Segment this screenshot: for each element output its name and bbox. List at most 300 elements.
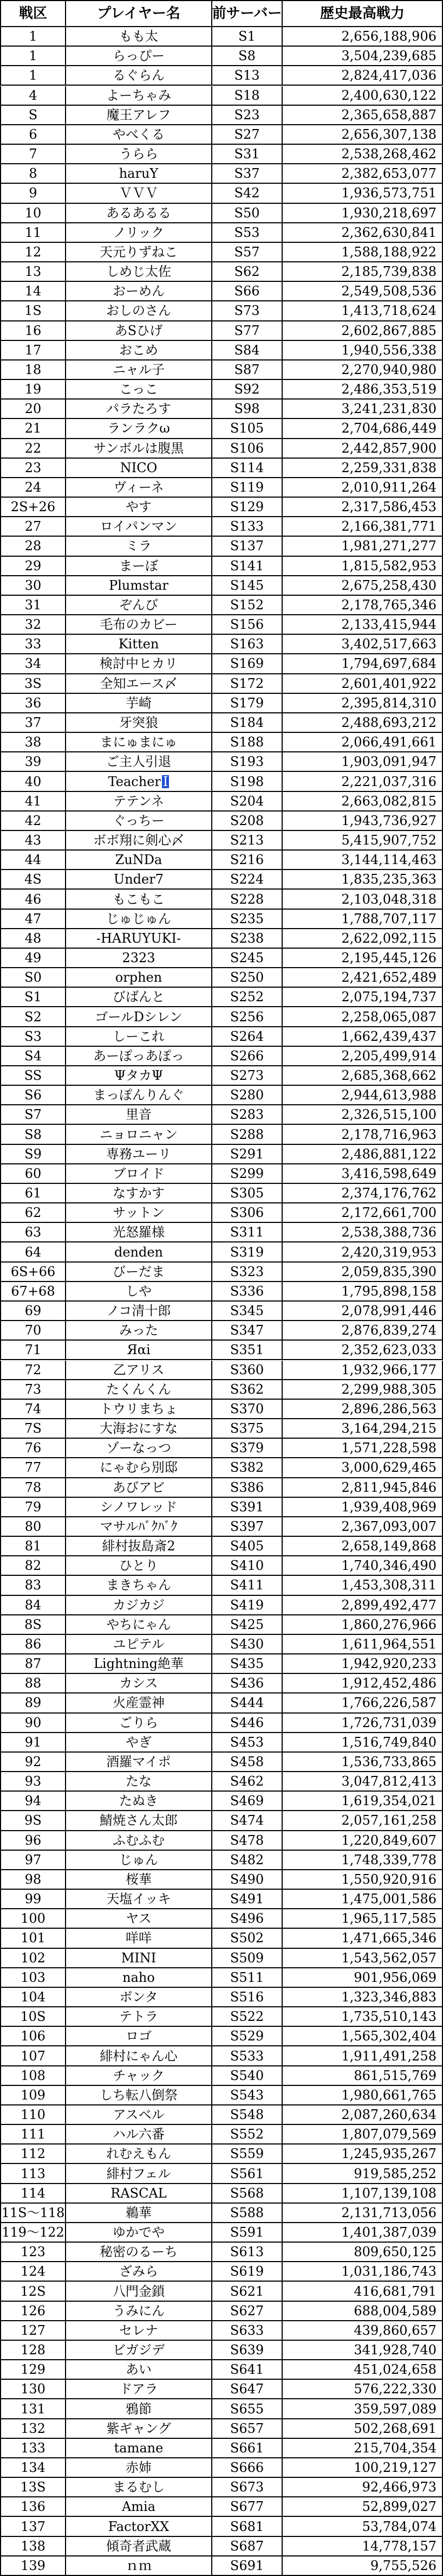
- division-cell: [0, 1870, 66, 1889]
- max-power-cell: [283, 2556, 443, 2575]
- division-cell: [0, 1635, 66, 1653]
- max-power-cell-text: 2,538,388,736: [341, 1225, 437, 1240]
- server-cell-text: S478: [230, 1832, 264, 1848]
- player-name-cell: [66, 1302, 212, 1320]
- server-cell-text: S137: [230, 538, 264, 554]
- max-power-cell-text: 901,956,069: [354, 1969, 437, 1985]
- player-name-cell: [66, 596, 212, 614]
- division-cell-text: 97: [24, 1852, 42, 1867]
- division-cell: [0, 2164, 66, 2182]
- server-cell-text: S382: [230, 1460, 264, 1476]
- max-power-cell-text: 9,755,526: [370, 2558, 437, 2573]
- player-name-cell-text: ゾーなっつ: [106, 1440, 171, 1456]
- player-name-cell: [66, 243, 212, 261]
- player-name-cell: [66, 1556, 212, 1575]
- server-cell-text: S188: [230, 735, 264, 750]
- division-cell-text: 74: [24, 1401, 42, 1416]
- max-power-cell-text: 1,748,339,778: [341, 1852, 437, 1867]
- max-power-cell: [283, 1635, 443, 1653]
- max-power-cell: [283, 1654, 443, 1673]
- table-row: [0, 1615, 443, 1635]
- division-cell: [0, 2125, 66, 2143]
- division-cell: [0, 301, 66, 320]
- max-power-cell-text: 2,896,286,563: [341, 1401, 437, 1416]
- division-cell-text: 104: [21, 1989, 45, 2005]
- max-power-cell-text: 1,932,966,177: [341, 1362, 437, 1377]
- header-division: 戦区: [0, 1, 66, 26]
- player-name-cell: [66, 86, 212, 105]
- max-power-cell-text: 1,943,736,927: [341, 813, 437, 828]
- division-cell-text: 11S～118: [1, 2205, 65, 2220]
- server-cell: [212, 1361, 283, 1379]
- division-cell: [0, 733, 66, 751]
- division-cell-text: 106: [21, 2028, 45, 2044]
- player-name-cell: [66, 812, 212, 830]
- division-cell-text: 9: [29, 185, 37, 201]
- player-name-cell-text: 全知エース〆: [100, 675, 178, 691]
- max-power-cell: [283, 2223, 443, 2242]
- server-cell-text: S496: [230, 1911, 264, 1927]
- division-cell-text: 83: [24, 1577, 42, 1593]
- server-cell: [212, 1478, 283, 1497]
- server-cell: [212, 2537, 283, 2555]
- division-cell: [0, 517, 66, 536]
- max-power-cell-text: 576,222,330: [354, 2381, 437, 2397]
- server-cell-text: S435: [230, 1656, 264, 1672]
- table-row: [0, 1242, 443, 1262]
- server-cell-text: S145: [230, 577, 264, 593]
- division-cell: [0, 66, 66, 85]
- table-row: [0, 1693, 443, 1713]
- division-cell: [0, 478, 66, 497]
- table-row: [0, 360, 443, 380]
- division-cell-text: 10: [24, 205, 42, 221]
- player-name-cell: [66, 615, 212, 634]
- division-cell: [0, 1321, 66, 1339]
- server-cell-text: S529: [230, 2028, 264, 2044]
- division-cell-text: 60: [24, 1165, 42, 1181]
- max-power-cell: [283, 2144, 443, 2163]
- max-power-cell: [283, 576, 443, 595]
- player-name-cell-text: denden: [114, 1244, 164, 1260]
- max-power-cell-text: 2,395,814,310: [341, 695, 437, 711]
- player-name-cell: [66, 1439, 212, 1457]
- server-cell: [212, 1282, 283, 1300]
- max-power-cell: [283, 2302, 443, 2320]
- player-name-cell-text: MINI: [121, 1950, 157, 1966]
- server-cell: [212, 204, 283, 222]
- division-cell-text: 9S: [24, 1813, 42, 1828]
- max-power-cell-text: 2,382,653,077: [341, 166, 437, 182]
- table-row: [0, 1635, 443, 1654]
- division-cell: [0, 1458, 66, 1477]
- max-power-cell: [283, 812, 443, 830]
- max-power-cell-text: 1,245,935,267: [341, 2146, 437, 2162]
- table-row: [0, 1831, 443, 1851]
- max-power-cell-text: 1,571,228,598: [341, 1440, 437, 1456]
- division-cell: [0, 1596, 66, 1614]
- player-name-cell: [66, 125, 212, 144]
- player-name-cell: [66, 1635, 212, 1653]
- max-power-cell-text: 2,622,092,115: [341, 930, 437, 946]
- player-name-cell-text: テトラ: [119, 2009, 158, 2025]
- division-cell: [0, 439, 66, 458]
- max-power-cell-text: 809,650,125: [354, 2244, 437, 2260]
- table-row: [0, 47, 443, 66]
- division-cell: [0, 2556, 66, 2575]
- player-name-cell: [66, 1674, 212, 1692]
- division-cell-text: 34: [24, 656, 42, 672]
- server-cell-text: S106: [230, 440, 264, 456]
- server-cell: [212, 1223, 283, 1241]
- player-name-cell-text: 酒羅マイポ: [106, 1754, 171, 1769]
- player-name-cell: [66, 1498, 212, 1516]
- player-name-cell: [66, 1027, 212, 1046]
- max-power-cell-text: 1,911,491,258: [341, 2048, 437, 2064]
- player-name-cell-text: シノワレッド: [100, 1499, 178, 1515]
- player-name-cell-text: 鵜華: [126, 2205, 152, 2220]
- player-name-cell: [66, 1478, 212, 1497]
- table-row: [0, 184, 443, 203]
- table-row: [0, 2144, 443, 2164]
- player-name-cell: [66, 223, 212, 242]
- max-power-cell-text: 2,675,258,430: [341, 577, 437, 593]
- max-power-cell: [283, 419, 443, 437]
- server-cell-text: S264: [230, 1028, 264, 1044]
- server-cell-text: S410: [230, 1558, 264, 1574]
- division-cell: [0, 2027, 66, 2045]
- max-power-cell-text: 2,178,716,963: [341, 1126, 437, 1142]
- division-cell-text: 76: [24, 1440, 42, 1456]
- table-row: [0, 1341, 443, 1360]
- division-cell: [0, 2537, 66, 2555]
- player-name-cell-text: 里音: [126, 1107, 152, 1123]
- player-name-cell: [66, 2066, 212, 2085]
- server-cell: [212, 694, 283, 712]
- server-cell-text: S351: [230, 1342, 264, 1358]
- server-cell-text: S621: [230, 2283, 264, 2299]
- table-row: [0, 792, 443, 812]
- max-power-cell-text: 2,367,093,007: [341, 1518, 437, 1534]
- table-row: [0, 929, 443, 949]
- server-cell-text: S1: [238, 29, 256, 44]
- max-power-cell-text: 341,928,740: [354, 2342, 437, 2358]
- division-cell: [0, 1792, 66, 1810]
- division-cell-text: 69: [24, 1303, 42, 1319]
- division-cell: [0, 204, 66, 222]
- table-row: [0, 2086, 443, 2105]
- player-name-cell: [66, 2439, 212, 2457]
- server-cell: [212, 1263, 283, 1281]
- table-row: [0, 243, 443, 262]
- division-cell: [0, 870, 66, 888]
- max-power-cell: [283, 223, 443, 242]
- max-power-cell: [283, 1949, 443, 1967]
- table-row: [0, 164, 443, 184]
- server-cell-text: S386: [230, 1479, 264, 1495]
- max-power-cell-text: 2,704,686,449: [341, 421, 437, 436]
- server-cell: [212, 439, 283, 458]
- max-power-cell-text: 2,486,353,519: [341, 382, 437, 397]
- player-name-cell: [66, 1909, 212, 1928]
- max-power-cell: [283, 2184, 443, 2203]
- server-cell-text: S105: [230, 421, 264, 436]
- player-name-cell: [66, 1615, 212, 1634]
- player-name-cell-text: 光怒羅様: [113, 1225, 165, 1240]
- division-cell: [0, 459, 66, 477]
- player-name-cell-text: にゃむら別邸: [100, 1460, 178, 1476]
- server-cell: [212, 1125, 283, 1143]
- max-power-cell-text: 2,486,881,122: [341, 1146, 437, 1162]
- division-cell: [0, 360, 66, 379]
- server-cell: [212, 851, 283, 869]
- table-row: [0, 1654, 443, 1674]
- server-cell-text: S213: [230, 833, 264, 848]
- server-cell: [212, 419, 283, 437]
- server-cell: [212, 1733, 283, 1751]
- player-name-cell: [66, 910, 212, 928]
- max-power-cell-text: 3,402,517,663: [341, 636, 437, 652]
- division-cell: [0, 1223, 66, 1241]
- server-cell-text: S73: [234, 303, 260, 319]
- table-row: [0, 145, 443, 164]
- division-cell: [0, 576, 66, 595]
- max-power-cell-text: 2,133,415,944: [341, 617, 437, 633]
- server-cell-text: S430: [230, 1636, 264, 1652]
- server-cell-text: S18: [234, 87, 260, 103]
- table-row: [0, 1066, 443, 1086]
- server-cell: [212, 2419, 283, 2438]
- server-cell-text: S681: [230, 2519, 264, 2534]
- table-row: [0, 459, 443, 478]
- server-cell-text: S305: [230, 1186, 264, 1201]
- table-row: [0, 1811, 443, 1831]
- max-power-cell: [283, 1811, 443, 1830]
- player-name-cell-text: やべくる: [113, 126, 165, 142]
- division-cell: [0, 1419, 66, 1438]
- server-cell-text: S311: [230, 1225, 264, 1240]
- server-cell: [212, 1851, 283, 1869]
- player-name-cell-text: 緋村抜島斎2: [102, 1538, 175, 1554]
- player-name-cell: [66, 1380, 212, 1399]
- player-name-cell-text: やちにゃん: [106, 1617, 171, 1632]
- division-cell: [0, 282, 66, 300]
- max-power-cell: [283, 1047, 443, 1065]
- max-power-cell-text: 1,860,276,966: [341, 1617, 437, 1632]
- division-cell: [0, 1890, 66, 1908]
- division-cell-text: 113: [21, 2166, 45, 2181]
- player-name-cell-text: 八門金鎖: [113, 2283, 165, 2299]
- server-cell-text: S283: [230, 1107, 264, 1123]
- table-row: [0, 1792, 443, 1811]
- max-power-cell-text: 1,726,731,039: [341, 1715, 437, 1730]
- server-cell-text: S172: [230, 675, 264, 691]
- server-cell: [212, 1105, 283, 1124]
- table-row: [0, 2321, 443, 2341]
- division-cell: [0, 1576, 66, 1594]
- server-cell-text: S204: [230, 793, 264, 809]
- division-cell: [0, 1556, 66, 1575]
- table-row: [0, 1164, 443, 1184]
- max-power-cell: [283, 1693, 443, 1712]
- server-cell-text: S419: [230, 1597, 264, 1613]
- division-cell: [0, 713, 66, 732]
- player-name-cell: [66, 1929, 212, 1947]
- server-cell: [212, 1811, 283, 1830]
- division-cell-text: 43: [24, 833, 42, 848]
- division-cell: [0, 1654, 66, 1673]
- division-cell: [0, 106, 66, 124]
- division-cell-text: 86: [24, 1636, 42, 1652]
- server-cell: [212, 2497, 283, 2516]
- max-power-cell-text: 1,031,186,743: [341, 2264, 437, 2279]
- division-cell: [0, 2478, 66, 2496]
- server-cell: [212, 2204, 283, 2222]
- division-cell-text: 48: [24, 930, 42, 946]
- server-cell-text: S66: [234, 284, 260, 299]
- player-name-cell: [66, 1714, 212, 1732]
- server-cell: [212, 949, 283, 967]
- server-cell: [212, 890, 283, 908]
- player-name-cell-text: じゅじゅん: [106, 911, 171, 926]
- division-cell-text: 129: [21, 2362, 45, 2378]
- player-name-cell: [66, 439, 212, 458]
- table-row: [0, 1400, 443, 1419]
- player-name-cell: [66, 2282, 212, 2300]
- server-cell: [212, 27, 283, 46]
- server-cell-text: S31: [234, 146, 260, 162]
- server-cell: [212, 2458, 283, 2477]
- max-power-cell: [283, 1576, 443, 1594]
- server-cell-text: S469: [230, 1793, 264, 1809]
- max-power-cell-text: 1,475,001,586: [341, 1891, 437, 1907]
- table-row: [0, 2419, 443, 2439]
- server-cell-text: S252: [230, 989, 264, 1005]
- table-row: [0, 2046, 443, 2066]
- server-cell: [212, 557, 283, 575]
- table-row: [0, 86, 443, 106]
- server-cell-text: S647: [230, 2381, 264, 2397]
- table-row: [0, 498, 443, 517]
- player-name-cell: [66, 1537, 212, 1555]
- division-cell: [0, 2341, 66, 2359]
- max-power-cell: [283, 2204, 443, 2222]
- player-name-cell-text: ロゴ: [126, 2028, 152, 2044]
- table-row: [0, 557, 443, 576]
- max-power-cell: [283, 1968, 443, 1987]
- division-cell-text: 132: [21, 2420, 45, 2436]
- server-cell: [212, 2262, 283, 2281]
- division-cell-text: 12S: [20, 2283, 46, 2299]
- division-cell-text: 133: [21, 2440, 45, 2456]
- division-cell: [0, 1615, 66, 1634]
- server-cell-text: S193: [230, 754, 264, 770]
- server-cell: [212, 2223, 283, 2242]
- max-power-cell-text: 2,010,911,264: [341, 479, 437, 495]
- max-power-cell-text: 3,241,231,830: [341, 401, 437, 417]
- max-power-cell: [283, 596, 443, 614]
- division-cell: [0, 1282, 66, 1300]
- max-power-cell-text: 1,543,562,057: [341, 1950, 437, 1966]
- division-cell: [0, 792, 66, 810]
- division-cell: [0, 2105, 66, 2124]
- table-row: [0, 1203, 443, 1223]
- server-cell: [212, 1203, 283, 1222]
- server-cell-text: S458: [230, 1754, 264, 1769]
- player-name-cell: [66, 1282, 212, 1300]
- player-name-cell: [66, 282, 212, 300]
- division-cell-text: 8S: [24, 1617, 42, 1632]
- max-power-cell-text: 2,195,445,126: [341, 950, 437, 966]
- player-name-cell: [66, 1968, 212, 1987]
- server-cell-text: S552: [230, 2127, 264, 2142]
- division-cell: [0, 615, 66, 634]
- table-row: [0, 1851, 443, 1870]
- table-row: [0, 321, 443, 341]
- server-cell-text: S42: [234, 185, 260, 201]
- player-name-cell: [66, 2341, 212, 2359]
- division-cell: [0, 1027, 66, 1046]
- division-cell: [0, 498, 66, 516]
- max-power-cell: [283, 1105, 443, 1124]
- division-cell-text: 36: [24, 695, 42, 711]
- server-cell: [212, 1831, 283, 1850]
- max-power-cell-text: 1,740,346,490: [341, 1558, 437, 1574]
- max-power-cell-text: 2,352,623,033: [341, 1342, 437, 1358]
- player-name-cell-text: ミラ: [126, 538, 152, 554]
- server-cell: [212, 1007, 283, 1026]
- player-name-cell-text: びーだま: [113, 1264, 165, 1279]
- server-cell: [212, 910, 283, 928]
- player-name-cell: [66, 321, 212, 340]
- division-cell-text: 41: [24, 793, 42, 809]
- player-name-cell: [66, 1341, 212, 1359]
- division-cell-text: 137: [21, 2519, 45, 2534]
- max-power-cell: [283, 262, 443, 281]
- division-cell-text: 93: [24, 1774, 42, 1789]
- player-name-cell: [66, 2027, 212, 2045]
- server-cell: [212, 1654, 283, 1673]
- server-cell: [212, 1164, 283, 1183]
- player-name-cell: [66, 2537, 212, 2555]
- server-cell: [212, 1556, 283, 1575]
- server-cell: [212, 47, 283, 65]
- division-cell: [0, 1380, 66, 1399]
- division-cell-text: 4: [29, 87, 37, 103]
- server-cell-text: S280: [230, 1087, 264, 1103]
- server-cell: [212, 2399, 283, 2418]
- division-cell: [0, 1988, 66, 2006]
- server-cell: [212, 1066, 283, 1085]
- division-cell: [0, 890, 66, 908]
- player-name-cell: [66, 2262, 212, 2281]
- player-name-cell-text: らっぴー: [113, 48, 165, 64]
- table-row: [0, 2399, 443, 2419]
- player-name-cell-text: もも太: [119, 29, 158, 44]
- server-cell-text: S397: [230, 1518, 264, 1534]
- server-cell: [212, 596, 283, 614]
- table-row: [0, 2537, 443, 2556]
- player-name-cell-text: ボボ翔に剣心〆: [93, 833, 184, 848]
- division-cell: [0, 929, 66, 948]
- table-row: [0, 2497, 443, 2517]
- player-name-cell-text: 魔王アレフ: [106, 107, 171, 123]
- server-cell-text: S502: [230, 1930, 264, 1946]
- division-cell: [0, 243, 66, 261]
- table-row: [0, 537, 443, 556]
- header-server: 前サーバー: [212, 1, 283, 26]
- player-name-cell: [66, 2204, 212, 2222]
